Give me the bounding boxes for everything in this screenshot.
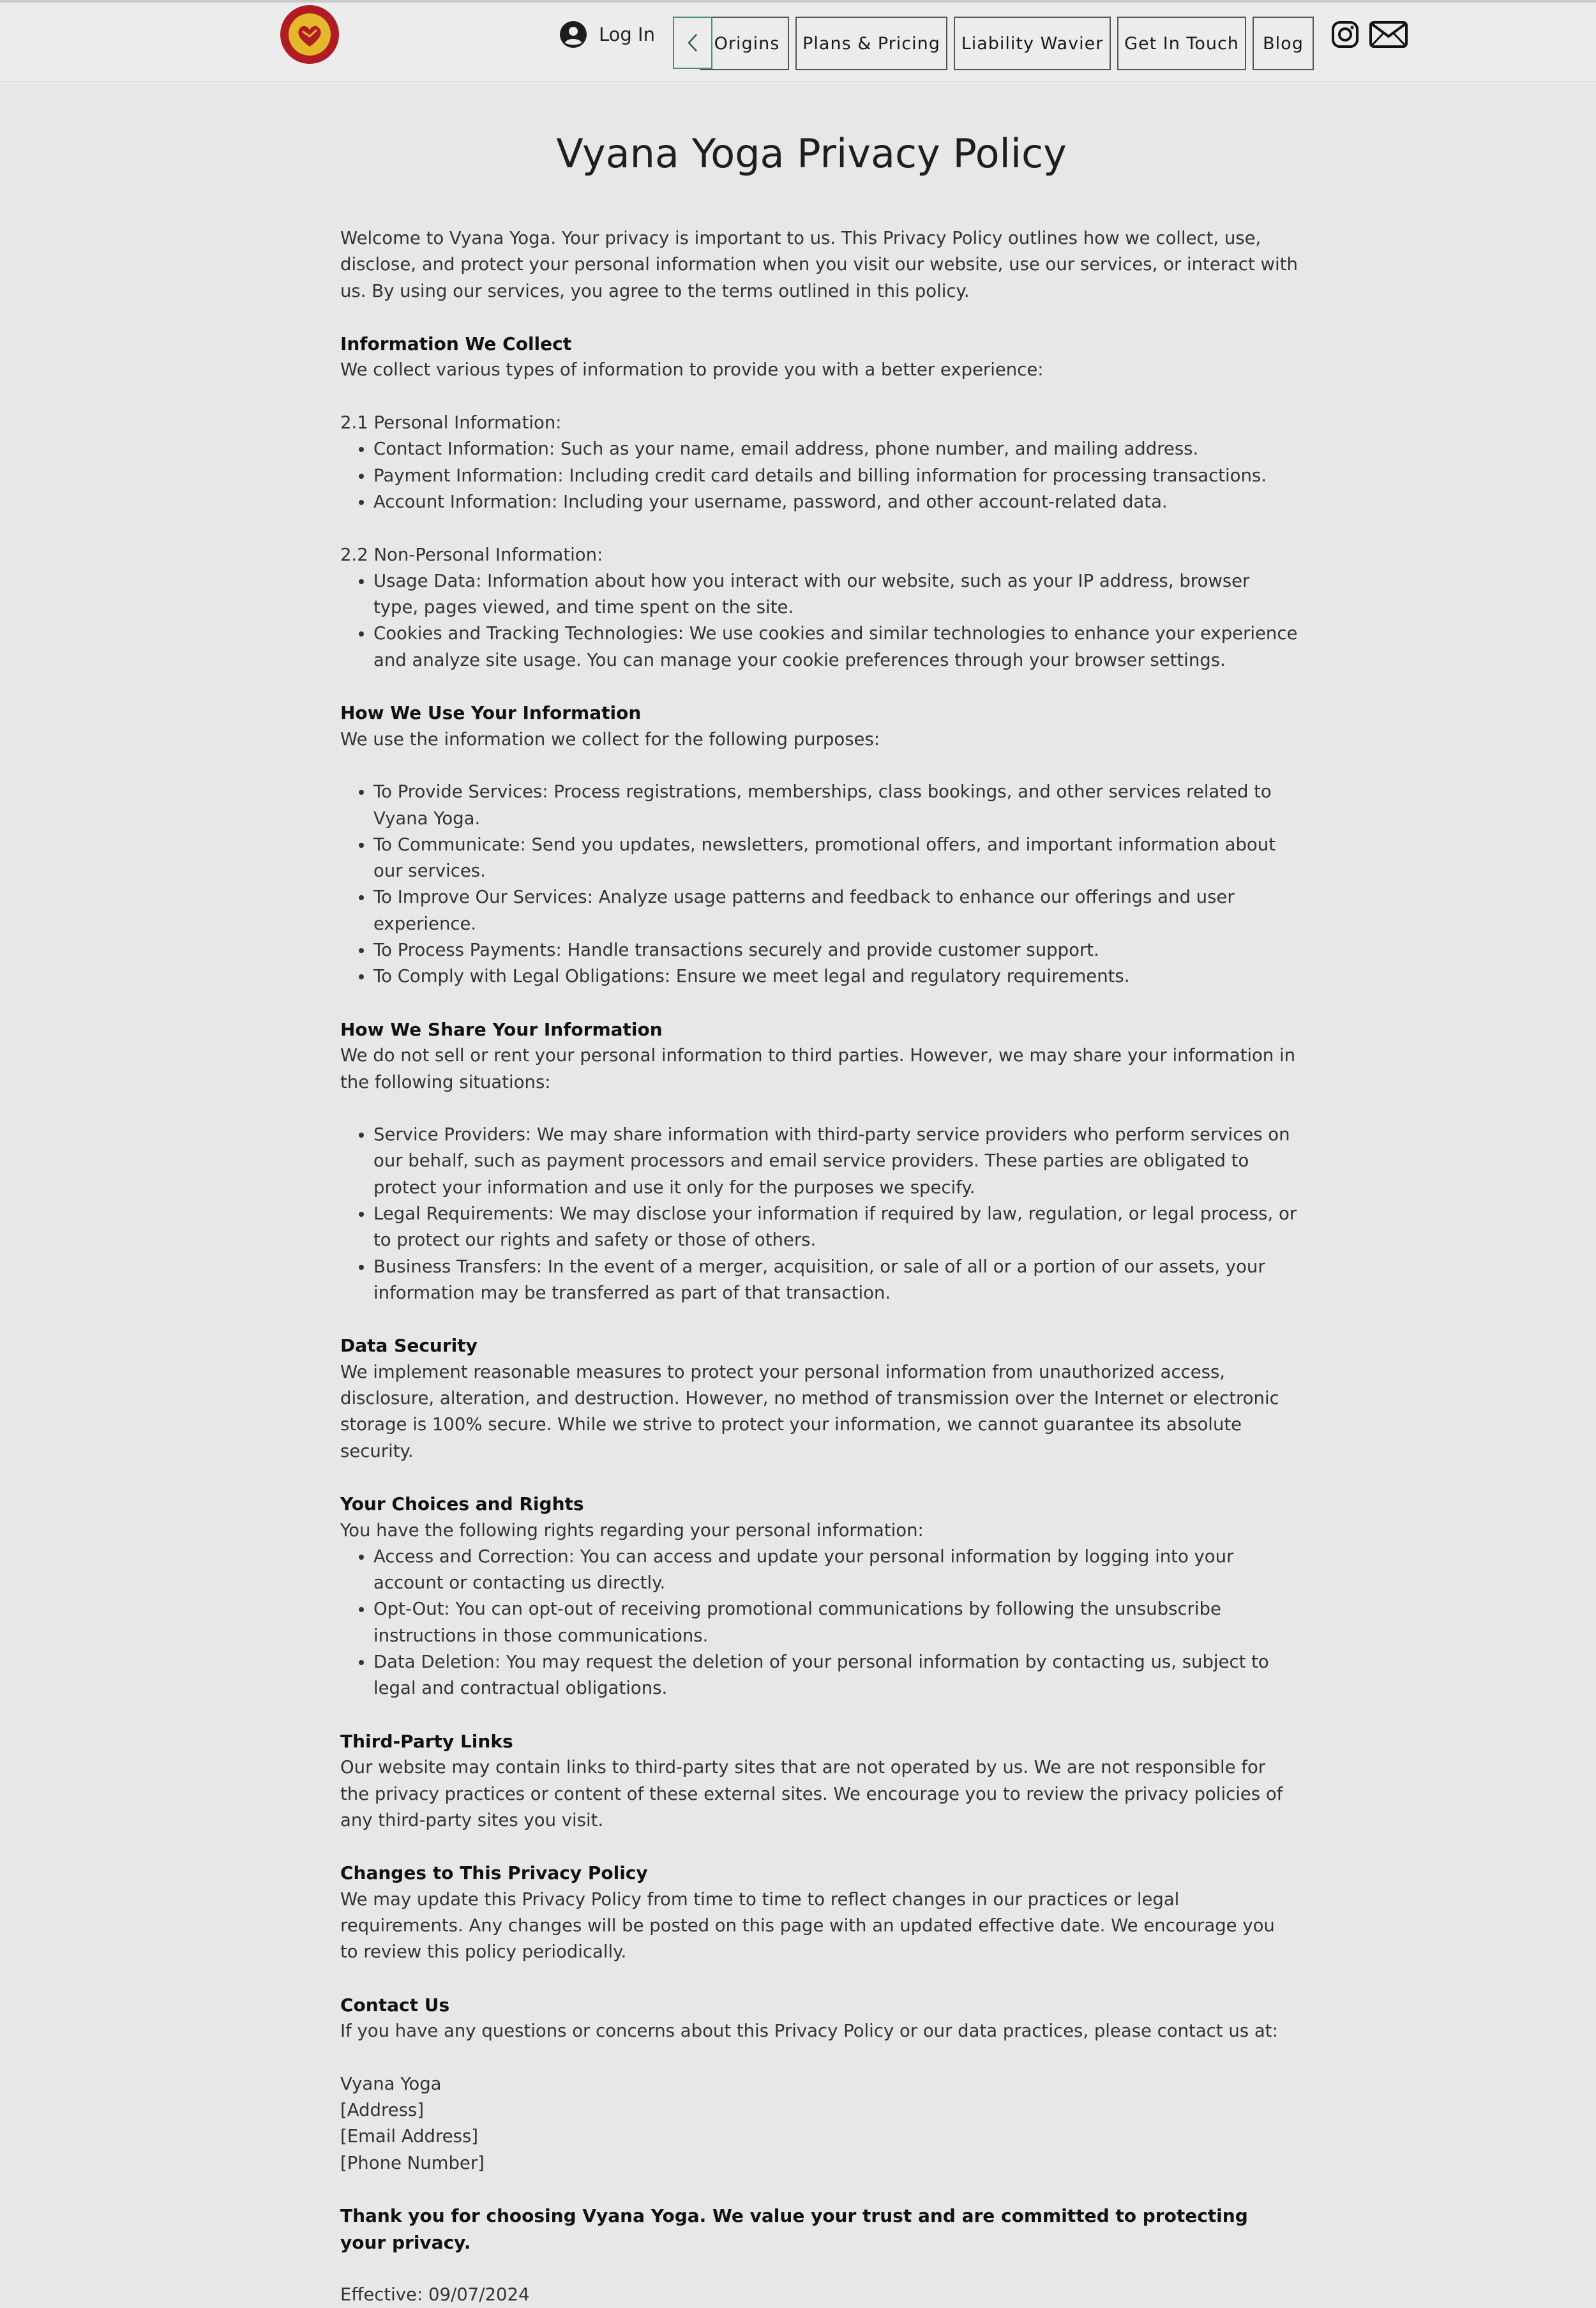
list-item: • Account Information: Including your username, password, and other account-related data.	[373, 489, 1298, 515]
changes-body: We may update this Privacy Policy from time to time to reflect changes in our practices or legal requirements. Any changes will be posted on this page with an updated effective date. We encourage you to review this policy periodically.	[340, 1889, 1275, 1963]
nav-liability-waiver[interactable]: Liability Wavier	[954, 17, 1111, 70]
instagram-icon[interactable]	[1331, 20, 1359, 49]
list-item: • Usage Data: Information about how you interact with our website, such as your IP address, browser type, pages viewed, and time spent on the site.	[373, 568, 1298, 621]
use-lead: We use the information we collect for the following purposes:	[340, 728, 880, 750]
mail-icon[interactable]	[1369, 20, 1408, 49]
share-lead: We do not sell or rent your personal information to third parties. However, we may share your information in the following situations:	[340, 1045, 1296, 1092]
personal-info-list	[340, 436, 1298, 515]
logo-emblem-icon	[280, 4, 340, 64]
nav-origins[interactable]: Origins	[700, 17, 789, 70]
contact-line: [Email Address]	[340, 2126, 479, 2147]
contact-heading: Contact Us	[340, 1994, 450, 2016]
user-avatar-icon	[559, 20, 587, 49]
links-heading: Third-Party Links	[340, 1730, 513, 1752]
changes-heading: Changes to This Privacy Policy	[340, 1862, 648, 1884]
nonpersonal-info-heading: 2.2 Non-Personal Information:	[340, 544, 603, 565]
site-header	[0, 0, 1596, 81]
policy-content	[340, 121, 1298, 2308]
list-item: • To Communicate: Send you updates, newsletters, promotional offers, and important information about our services.	[373, 832, 1298, 885]
collect-lead: We collect various types of information to provide you with a better experience:	[340, 359, 1044, 381]
rights-lead: You have the following rights regarding your personal information:	[340, 1520, 924, 1541]
login-button[interactable]	[559, 19, 655, 50]
list-item: • Payment Information: Including credit card details and billing information for processing transactions.	[373, 463, 1298, 489]
effective-date: Effective: 09/07/2024	[340, 2284, 530, 2305]
nav-plans-pricing[interactable]: Plans & Pricing	[795, 17, 947, 70]
nav-blog[interactable]: Blog	[1253, 17, 1314, 70]
list-item: • Cookies and Tracking Technologies: We use cookies and similar technologies to enhance your experience and analyze site usage. You can manage your cookie preferences through your browser settings.	[373, 621, 1298, 674]
nav-get-in-touch[interactable]: Get In Touch	[1117, 17, 1246, 70]
list-item: • Service Providers: We may share information with third-party service providers who perform services on our behalf, such as payment processors and email service providers. These parties are obligated to protect your information and use it only for the purposes we specify.	[373, 1122, 1298, 1201]
list-item: • To Process Payments: Handle transactions securely and provide customer support.	[373, 937, 1298, 963]
use-list	[340, 779, 1298, 990]
list-item: • To Improve Our Services: Analyze usage patterns and feedback to enhance our offerings and user experience.	[373, 884, 1298, 937]
login-label: Log In	[599, 24, 655, 45]
list-item: • Access and Correction: You can access and update your personal information by logging into your account or contacting us directly.	[373, 1544, 1298, 1597]
list-item: • Opt-Out: You can opt-out of receiving promotional communications by following the unsubscribe instructions in those communications.	[373, 1596, 1298, 1649]
list-item: • To Provide Services: Process registrations, memberships, class bookings, and other services related to Vyana Yoga.	[373, 779, 1298, 832]
contact-lead: If you have any questions or concerns about this Privacy Policy or our data practices, please contact us at:	[340, 2021, 1278, 2042]
security-heading: Data Security	[340, 1335, 478, 1357]
list-item: • Business Transfers: In the event of a merger, acquisition, or sale of all or a portion of our assets, your information may be transferred as part of that transaction.	[373, 1254, 1298, 1307]
use-heading: How We Use Your Information	[340, 702, 642, 724]
vyana-logo[interactable]	[280, 4, 340, 64]
share-heading: How We Share Your Information	[340, 1018, 663, 1040]
intro-paragraph: Welcome to Vyana Yoga. Your privacy is important to us. This Privacy Policy outlines how we collect, use, disclose, and protect your personal information when you visit our website, use our services, or interact with us. By using our services, you agree to the terms outlined in this policy.	[340, 228, 1298, 301]
list-item: • Contact Information: Such as your name, email address, phone number, and mailing address.	[373, 436, 1298, 462]
thanks-statement: Thank you for choosing Vyana Yoga. We value your trust and are committed to protecting your privacy.	[340, 2205, 1248, 2253]
share-list	[340, 1122, 1298, 1306]
list-item: • Data Deletion: You may request the deletion of your personal information by contacting us, subject to legal and contractual obligations.	[373, 1649, 1298, 1702]
nav-scroll-back-button[interactable]	[673, 17, 712, 69]
list-item: • Legal Requirements: We may disclose your information if required by law, regulation, or legal process, or to protect our rights and safety or those of others.	[373, 1201, 1298, 1254]
nonpersonal-info-list	[340, 568, 1298, 674]
rights-heading: Your Choices and Rights	[340, 1493, 584, 1515]
contact-line: [Address]	[340, 2100, 424, 2121]
chevron-left-icon	[686, 33, 700, 53]
links-body: Our website may contain links to third-party sites that are not operated by us. We are not responsible for the privacy practices or content of these external sites. We encourage you to review the privacy policies of any third-party sites you visit.	[340, 1757, 1283, 1830]
personal-info-heading: 2.1 Personal Information:	[340, 412, 562, 434]
contact-line: [Phone Number]	[340, 2152, 485, 2173]
security-body: We implement reasonable measures to protect your personal information from unauthorized access, disclosure, alteration, and destruction. However, no method of transmission over the Internet or electronic storage is 100% secure. While we strive to protect your information, we cannot guarantee its absolute security.	[340, 1361, 1279, 1461]
page-title: Vyana Yoga Privacy Policy	[556, 130, 1067, 177]
contact-line: Vyana Yoga	[340, 2073, 442, 2094]
rights-list	[340, 1544, 1298, 1702]
collect-heading: Information We Collect	[340, 333, 572, 355]
list-item: • To Comply with Legal Obligations: Ensure we meet legal and regulatory requirements.	[373, 963, 1298, 990]
